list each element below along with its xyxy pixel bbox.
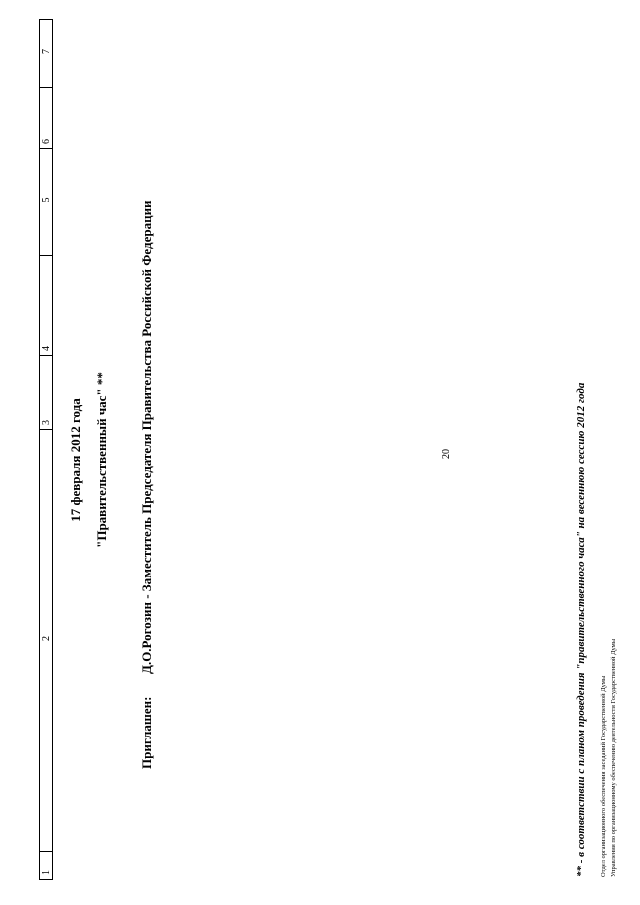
schedule-header-table [39, 19, 53, 880]
column-number-7: 7 [40, 20, 53, 88]
plan-footnote: ** - в соответствии с планом проведения "правительственного часа" на весеннюю сессию 2012 года [575, 382, 587, 877]
column-number-3: 3 [40, 356, 53, 430]
column-number-6: 6 [40, 88, 53, 149]
invited-row [139, 200, 155, 769]
column-number-5: 5 [40, 149, 53, 256]
department-line-2: Управления по организационному обеспечению деятельности Государственной Думы [610, 638, 617, 877]
page-number: 20 [441, 449, 452, 459]
invited-label: Приглашен: [139, 696, 154, 769]
department-line-1: Отдел организационного обеспечения заседаний Государственной Думы [600, 675, 607, 877]
column-number-4: 4 [40, 256, 53, 356]
column-number-1: 1 [40, 852, 53, 880]
column-number-2: 2 [40, 430, 53, 852]
table-header-row [40, 20, 53, 880]
invited-person: Д.О.Рогозин - Заместитель Председателя Правительства Российской Федерации [139, 200, 154, 674]
session-date: 17 февраля 2012 года [68, 398, 83, 522]
event-title: "Правительственный час" ** [94, 372, 109, 548]
